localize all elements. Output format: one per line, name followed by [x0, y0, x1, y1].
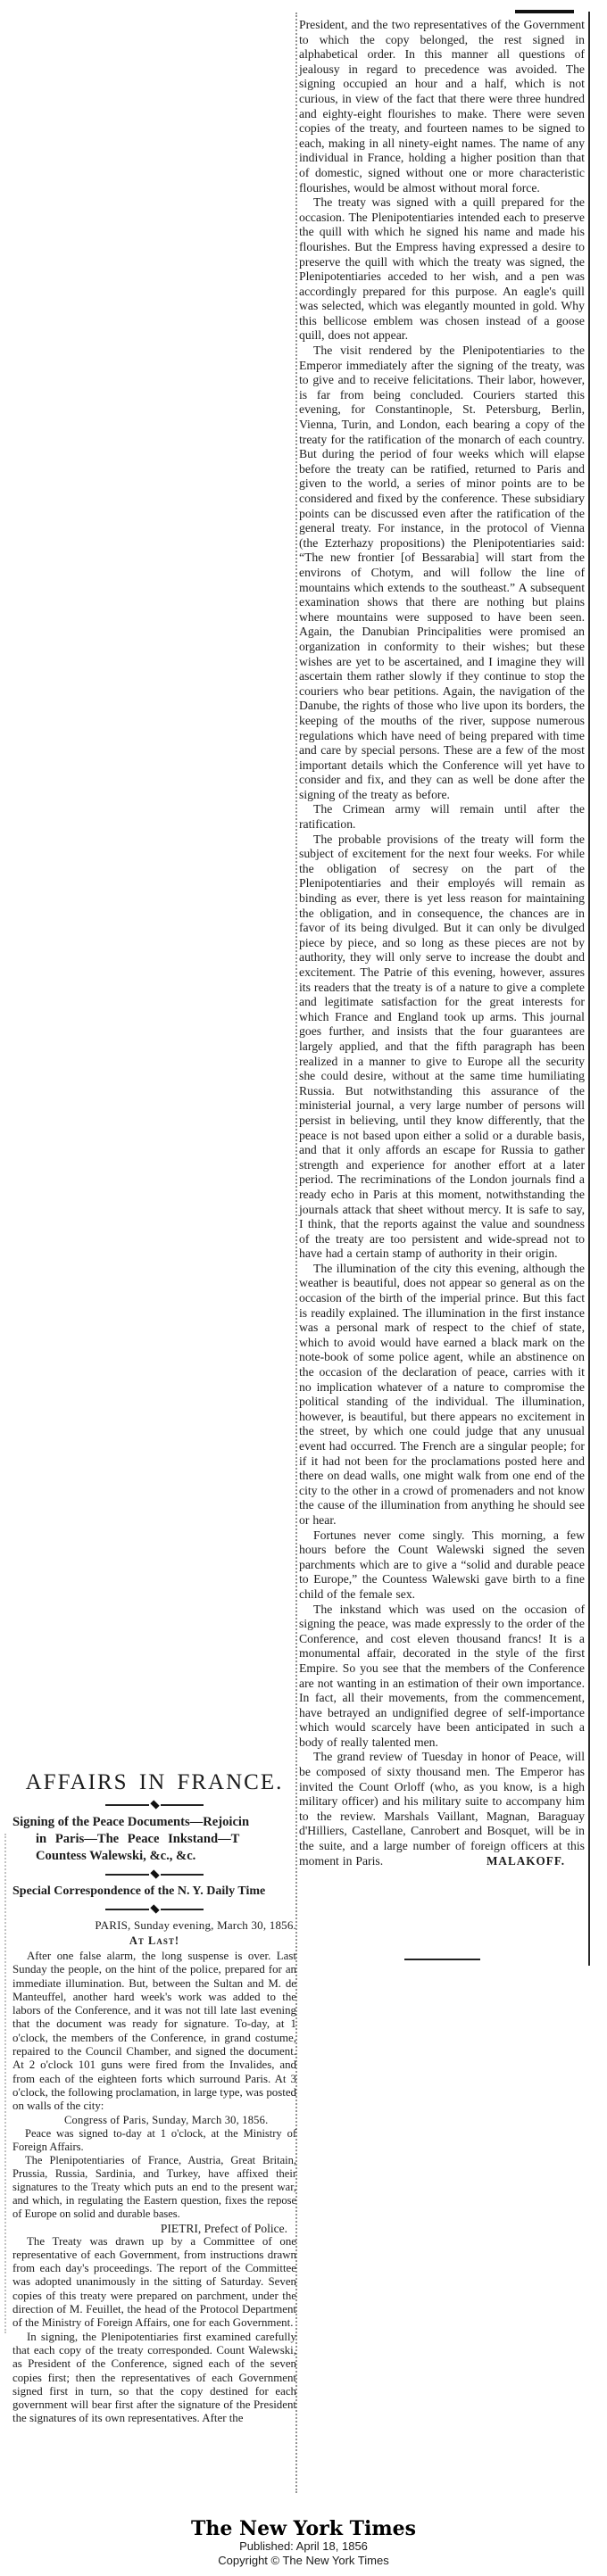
paragraph-continuation: President, and the two representatives of the Government to which the copy belonged, the rest signed in alphabetical order. In this manner all questions of jealousy in regard to precedence was avoided. The signing occupied an hour and a half, which is not curious, in view of the fact that there were three hundred and eighty-eight flourishes to make. There were seven copies of the treaty, and fourteen names to be signed to each, making in all ninety-eight names. The name of any individual in France, holding a higher position than that of domestic, signed without one or more characteristic flourishes, would be almost without moral force. — [299, 18, 585, 195]
ornament-rule — [105, 1801, 204, 1809]
diamond-ornament-icon — [150, 1904, 159, 1913]
article-end-rule — [404, 1959, 480, 1960]
paragraph: The probable provisions of the treaty will form the subject of excitement for the next four weeks. For while the obligation of secresy on the part of the Plenipotentiaries and their employés will remain as binding as ever, there is yet less reason for maintaining the obligation, and in consequence, the chances are in favor of its being divulged. But it can only be divulged piece by piece, and so long as these pieces are not by authority, they will only serve to increase the doubt and excitement. The Patrie of this evening, however, assures its readers that the treaty is of a nature to give a complete and legitimate satisfaction for the great interests for which France and England took up arms. This journal goes further, and insists that the four guarantees are largely applied, and that the fifth paragraph has been realized in a manner to give to Europe all the security she could desire, without at the same time humiliating Russia. But notwithstanding this assurance of the ministerial journal, a very large number of persons will persist in believing, until they know differently, that the peace is not based upon either a solid or a durable basis, and that it only affords an escape for Russia to gather strength and experience for another effort at a later period. The recriminations of the London journals find a ready echo in Paris at this moment, notwithstanding the journals attack that sheet without mercy. It is safe to say, I think, that the reports against the value and soundness of the treaty are too persistent and wide-spread not to have had a certain stamp of authority in their origin. — [299, 832, 585, 1261]
left-column-body — [12, 1950, 296, 2426]
paragraph: The inkstand which was used on the occasion of signing the peace, was made expressly to the order of the Conference, and cost eleven thousand francs! It is a monumental affair, decorated in the style of the first Empire. So you see that the members of the Conference are not wanting in an estimation of their own importance. In fact, all their movements, from the commencement, have betrayed an undignified degree of self-importance which would scarcely have been anticipated in such a body of really talented men. — [299, 1602, 585, 1749]
diamond-ornament-icon — [150, 1869, 159, 1878]
subheadline-line: Signing of the Peace Documents—Rejoicin — [12, 1815, 250, 1829]
paragraph: The illumination of the city this evening, although the weather is beautiful, does not appear so general as on the occasion of the birth of the imperial prince. But this fact is readily explained. The illumination in the first instance was a personal mark of respect to the chief of state, which to avoid would have earned a black mark on the note-book of some police agent, while an abstinence on the occasion of the declaration of peace, carries with it no implication whatever of a nature to compromise the political standing of the individual. The illumination, however, is beautiful, but there appears no excitement in the street, by which one could judge that any unusual event had occurred. The French are a singular people; for if it had not been for the proclamations posted here and there on dead walls, one might walk from one end of the city to the other in a crowd of promenaders and not know the cause of the illumination from anything he should see or hear. — [299, 1261, 585, 1527]
right-column — [299, 18, 585, 1868]
left-edge-rule-fragments — [4, 1834, 6, 2333]
paragraph: The Crimean army will remain until after the ratification. — [299, 802, 585, 832]
diamond-ornament-icon — [150, 1800, 159, 1809]
page-footer — [0, 2518, 607, 2568]
article-subheadline — [12, 1814, 296, 1865]
proclamation-block — [12, 2114, 296, 2235]
nyt-masthead-logo: The New York Times — [190, 2517, 417, 2540]
proclamation-dateline: Congress of Paris, Sunday, March 30, 1856. — [64, 2113, 269, 2126]
paragraph: In signing, the Plenipotentiaries first examined carefully that each copy of the treaty corresponded. Count Walewski, as President of the Conference, signed each of the seven copies first; then the representatives of each Government signed first in turn, so that the copy destined for each government will bear first after the signature of the President the signatures of its own representatives. After the — [12, 2330, 296, 2425]
top-right-rule — [515, 10, 574, 13]
paragraph: The treaty was signed with a quill prepared for the occasion. The Plenipotentiaries intended each to preserve the quill with which he signed his name and made his flourishes. But the Empress having expressed a desire to preserve the quill with which the treaty was signed, the Plenipotentiaries acceded to her wish, and a pen was accordingly prepared for this purpose. An eagle's quill was selected, which was elegantly mounted in gold. Why this bellicose emblem was chosen instead of a goose quill, does not appear. — [299, 195, 585, 343]
left-column — [12, 1770, 296, 2426]
article-dateline: PARIS, Sunday evening, March 30, 1856. — [95, 1918, 296, 1932]
paragraph: Fortunes never come singly. This morning, a few hours before the Count Walewski signed the seven parchments which are to give a “solid and durable peace to Europe,” the Countess Walewski gave birth to a fine child of the female sex. — [299, 1528, 585, 1601]
proclamation-paragraph: The Plenipotentiaries of France, Austria, Great Britain, Prussia, Russia, Sardinia, and Turkey, have affixed their signatures to the Treaty which puts an end to the present war, and which, in regulating the Eastern question, fixes the repose of Europe on solid and durable bases. — [12, 2153, 296, 2220]
paragraph: After one false alarm, the long suspense is over. Last Sunday the people, on the hint of the police, prepared for an immediate illumination. But, between the Sultan and M. de Manteuffel, another hard week's work was added to the labors of the Conference, and it was not till late last evening that the document was ready for signature. To-day, at 1 o'clock, the members of the Conference, in grand costume, repaired to the Council Chamber, and signed the document. At 2 o'clock 101 guns were fired from the Invalides, and from each of the eighteen forts which surround Paris. At 3 o'clock, the following proclamation, in large type, was posted on walls of the city: — [12, 1950, 296, 2113]
paragraph: The Treaty was drawn up by a Committee of one representative of each Government, from instructions drawn from each day's proceedings. The report of the Committee was adopted unanimously in the sitting of Saturday. Seven copies of this treaty were prepared on parchment, under the direction of M. Feuillet, the head of the Protocol Department of the Ministry of Foreign Affairs, one for each Government. — [12, 2234, 296, 2330]
prefect-signature: PIETRI, Prefect of Police. — [160, 2221, 287, 2235]
proclamation-paragraph: Peace was signed to-day at 1 o'clock, at the Ministry of Foreign Affairs. — [12, 2126, 296, 2153]
paragraph: The visit rendered by the Plenipotentiaries to the Emperor immediately after the signing of the treaty, was to give and to receive felicitations. Their labor, however, is far from being concluded. Couriers started this evening, for Constantinople, St. Petersburg, Berlin, Vienna, Turin, and London, each bearing a copy of the treaty for the ratification of the monarch of each country. But during the period of four weeks which will elapse before the treaty can be ratified, returned to Paris and given to the world, a series of minor points are to be considered and fixed by the conference. These subsidiary points can be discussed even after the ratification of the general treaty. For instance, in the protocol of Vienna (the Ezterhazy propositions) the Plenipotentiaries said: “The new frontier [of Bessarabia] will start from the environs of Chotym, and will follow the line of mountains which extends to the southeast.” A subsequent examination shows that there are nothing but plains where mountains were supposed to have been seen. Again, the Danubian Principalities were promised an organization in conformity to their wishes; but these wishes are yet to be ascertained, and I imagine they will ascertain them rather slowly if they continue to stop the couriers who bear petitions. Again, the navigation of the Danube, the rights of those who live upon its borders, the keeping of the mouths of the river, suppose numerous regulations which have need of being prepared with time and care by special persons. These are a few of the most important details which the Conference will yet have to consider and fix, and they can as well be done after the signing of the treaty as before. — [299, 344, 585, 801]
article-headline: AFFAIRS IN FRANCE. — [25, 1770, 284, 1794]
paragraph: The grand review of Tuesday in honor of Peace, will be composed of sixty thousand men. The Emperor has invited the Count Orloff (who, as you know, is a high military officer) and his military suite to accompany him to the review. Marshals Vaillant, Magnan, Baraguay d'Hilliers, Castellane, Canrobert and Bosquet, will be in the suite, and a large number of foreign officers at this moment in Paris. — [299, 1750, 585, 1868]
right-edge-rule — [588, 12, 590, 1966]
subheadline-line: Countess Walewski, &c., &c. — [36, 1849, 196, 1863]
at-last-heading: At Last! — [129, 1934, 180, 1947]
ornament-rule — [105, 1870, 204, 1878]
correspondent-signature: MALAKOFF. — [486, 1853, 565, 1868]
subheadline-line: in Paris—The Peace Inkstand—T — [36, 1832, 240, 1846]
ornament-rule — [105, 1905, 204, 1913]
copyright-notice: Copyright © The New York Times — [218, 2554, 389, 2567]
published-date: Published: April 18, 1856 — [239, 2539, 368, 2553]
correspondence-credit: Special Correspondence of the N. Y. Daily Time — [12, 1884, 266, 1898]
